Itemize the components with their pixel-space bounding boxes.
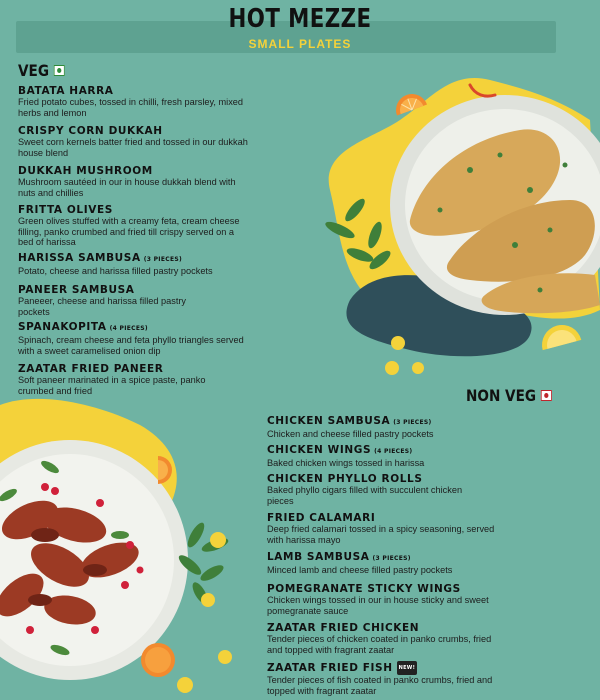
menu-item (267, 622, 497, 655)
nonveg-indicator-icon (541, 390, 552, 401)
item-name: CRISPY CORN DUKKAH (18, 125, 163, 137)
item-description: Spinach, cream cheese and feta phyllo triangles served with a sweet caramelised onion dip (18, 335, 244, 356)
item-description: Baked phyllo cigars filled with succulent chicken pieces (267, 485, 463, 506)
item-name: PANEER SAMBUSA (18, 284, 135, 296)
item-description: Chicken wings tossed in our in house sticky and sweet pomegranate sauce (267, 595, 489, 616)
menu-item (267, 415, 497, 440)
item-description: Deep fried calamari tossed in a spicy seasoning, served with harissa mayo (267, 524, 495, 545)
item-name (267, 415, 497, 429)
menu-item (18, 321, 248, 356)
item-name (18, 321, 248, 335)
item-description: Soft paneer marinated in a spice paste, panko crumbed and fried (18, 375, 206, 396)
menu-item (267, 661, 497, 696)
item-description: Tender pieces of chicken coated in panko crumbs, fried and topped with fragrant zaatar (267, 634, 492, 655)
item-description: Tender pieces of fish coated in panko crumbs, fried and topped with fragrant zaatar (267, 675, 493, 696)
veg-heading-label: VEG (18, 61, 49, 80)
item-description: Sweet corn kernels batter fried and tossed in our dukkah house blend (18, 137, 248, 158)
item-portion-note: (3 PIECES) (372, 555, 411, 562)
menu-item (267, 512, 497, 545)
sambusa-plate-illustration (300, 60, 600, 380)
menu-subtitle: SMALL PLATES (248, 37, 352, 51)
item-name-text: LAMB SAMBUSA (267, 551, 370, 563)
item-name: CHICKEN PHYLLO ROLLS (267, 473, 423, 485)
nonveg-heading-label: NON VEG (466, 386, 537, 405)
item-description: Chicken and cheese filled pastry pockets (267, 429, 434, 439)
item-portion-note: (4 PIECES) (109, 325, 148, 332)
item-name-text: HARISSA SAMBUSA (18, 252, 141, 264)
item-name: FRIED CALAMARI (267, 512, 376, 524)
item-description: Baked chicken wings tossed in harissa (267, 458, 425, 468)
menu-item (18, 363, 248, 396)
menu-item (267, 583, 497, 616)
item-portion-note: (3 PIECES) (393, 419, 432, 426)
item-name (18, 252, 248, 266)
veg-heading (18, 61, 65, 80)
chicken-wings-plate-illustration (0, 395, 245, 700)
item-description: Mushroom sautéed in our in house dukkah blend with nuts and chillies (18, 177, 236, 198)
item-description: Potato, cheese and harissa filled pastry pockets (18, 266, 213, 276)
item-name: DUKKAH MUSHROOM (18, 165, 153, 177)
item-name: ZAATAR FRIED CHICKEN (267, 622, 420, 634)
item-description: Fried potato cubes, tossed in chilli, fresh parsley, mixed herbs and lemon (18, 97, 244, 118)
item-name-text: CHICKEN WINGS (267, 444, 372, 456)
item-name-text: ZAATAR FRIED FISH (267, 662, 393, 674)
item-name: ZAATAR FRIED PANEER (18, 363, 164, 375)
item-name-text: SPANAKOPITA (18, 321, 107, 333)
menu-item (18, 284, 248, 317)
new-badge: NEW! (397, 661, 418, 675)
item-name: POMEGRANATE STICKY WINGS (267, 583, 461, 595)
item-name-text: CHICKEN SAMBUSA (267, 415, 391, 427)
nonveg-heading (466, 386, 552, 405)
menu-item (18, 165, 248, 198)
item-name (267, 551, 497, 565)
item-name: BATATA HARRA (18, 85, 114, 97)
menu-item (18, 252, 248, 277)
item-description: Minced lamb and cheese filled pastry pockets (267, 565, 453, 575)
menu-item (18, 204, 248, 248)
menu-item (267, 473, 497, 506)
item-name (267, 444, 497, 458)
item-portion-note: (3 PIECES) (143, 256, 183, 263)
item-name (267, 661, 497, 675)
item-description: Paneeer, cheese and harissa filled pastry pockets (18, 296, 187, 317)
item-description: Green olives stuffed with a creamy feta, cream cheese filling, panko crumbed and fried till crispy served on a bed of harissa (18, 216, 240, 247)
menu-item (18, 125, 248, 158)
veg-indicator-icon (54, 65, 65, 76)
item-name: FRITTA OLIVES (18, 204, 113, 216)
menu-item (267, 444, 497, 469)
menu-title: HOT MEZZE (228, 4, 372, 34)
menu-item (18, 85, 248, 118)
item-portion-note: (4 PIECES) (374, 448, 413, 455)
menu-item (267, 551, 497, 576)
